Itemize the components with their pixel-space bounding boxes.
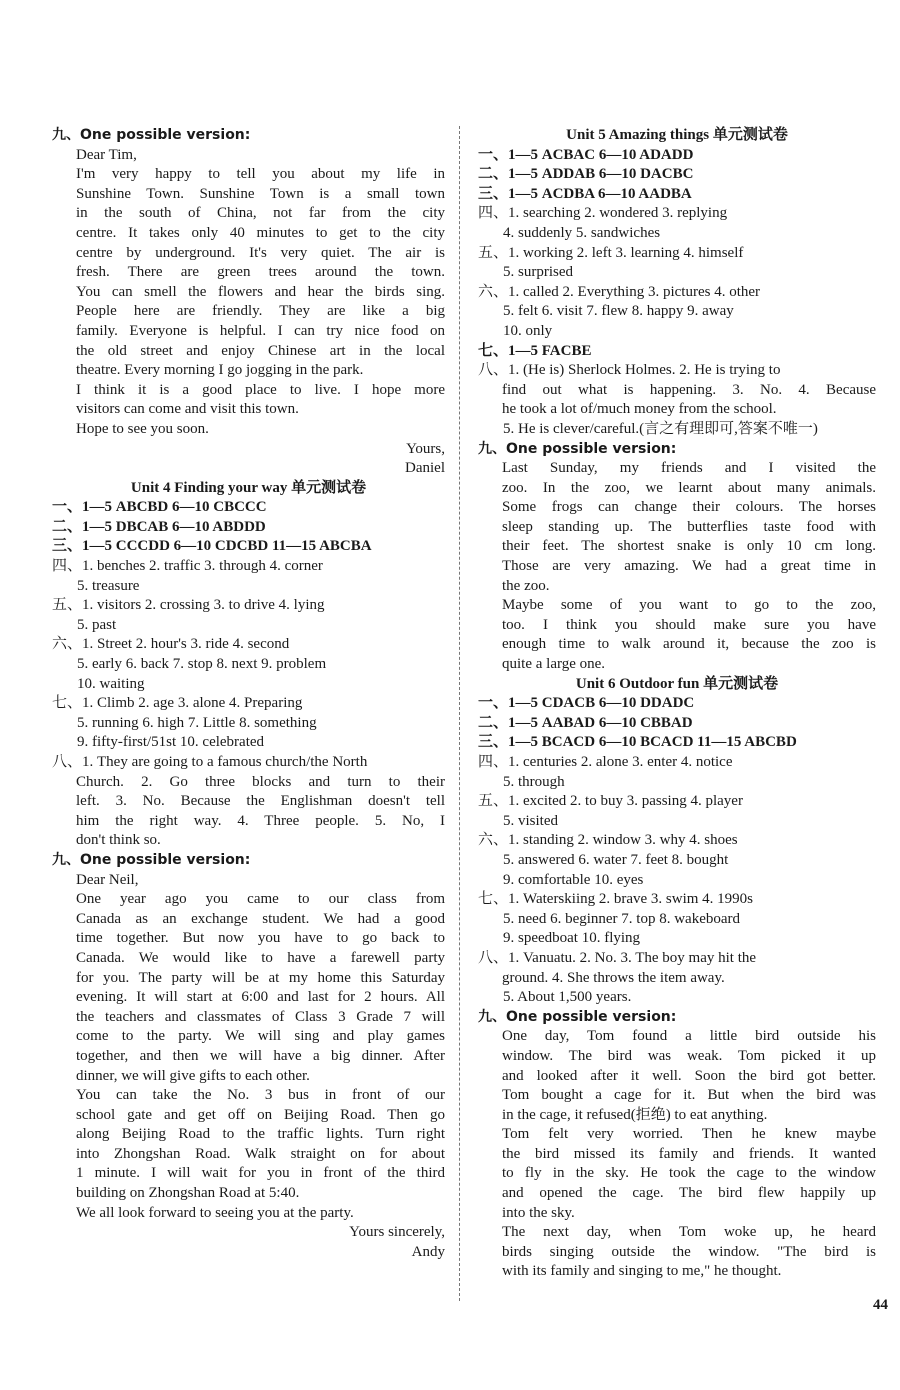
text-line: to fly in the sky. He took the cage to the window [502, 1165, 876, 1182]
text-line: Hope to see you soon. [76, 420, 209, 437]
text-line: window. The bird was weak. Tom picked it up [502, 1047, 876, 1064]
text-line: 五、1. working 2. left 3. learning 4. himself [478, 244, 744, 261]
unit-heading: Unit 6 Outdoor fun 单元测试卷 [575, 675, 779, 692]
text-line: One day, Tom found a little bird outside his [502, 1028, 876, 1045]
text-line: 5. answered 6. water 7. feet 8. bought [503, 851, 729, 868]
text-line: school gate and get off on Beijing Road. Then go [76, 1106, 445, 1123]
text-line: 一、1—5 ACBAC 6—10 ADADD [478, 146, 694, 163]
text-line: Tom felt very worried. Then he knew maybe [502, 1126, 876, 1143]
text-line: 五、1. visitors 2. crossing 3. to drive 4. lying [52, 597, 325, 614]
text-line: 七、1. Climb 2. age 3. alone 4. Preparing [52, 695, 303, 712]
text-line: 10. waiting [77, 675, 145, 692]
text-line: 八、1. (He is) Sherlock Holmes. 2. He is trying to [478, 362, 781, 379]
text-line: theatre. Every morning I go jogging in the park. [76, 362, 364, 379]
text-line: 5. past [77, 616, 117, 633]
text-line: 5. treasure [77, 577, 140, 594]
text-line: 5. About 1,500 years. [503, 989, 632, 1006]
text-line: dinner, we will give gifts to each other. [76, 1067, 310, 1084]
text-line: Canada as an exchange student. We had a good [76, 910, 445, 927]
text-line: he took a lot of/much money from the school. [502, 401, 777, 418]
text-line: the old street and enjoy Chinese art in the local [76, 342, 445, 359]
text-line: Sunshine Town. Sunshine Town is a small town [76, 185, 445, 202]
section-heading: 九、One possible version: [478, 1008, 677, 1025]
text-line: Maybe some of you want to go to the zoo, [502, 597, 876, 614]
text-line: Dear Tim, [76, 146, 137, 163]
text-line: together, and then we will have a big dinner. After [76, 1047, 445, 1064]
text-line: 5. need 6. beginner 7. top 8. wakeboard [503, 910, 741, 927]
text-line: 5. surprised [503, 264, 573, 281]
text-line: 六、1. called 2. Everything 3. pictures 4. other [478, 283, 761, 300]
text-line: People here are friendly. They are like a big [76, 303, 445, 320]
text-line: don't think so. [76, 832, 161, 849]
text-line: 5. felt 6. visit 7. flew 8. happy 9. away [503, 303, 734, 320]
left-column [52, 126, 445, 1262]
text-line: centre. It takes only 40 minutes to get to the city [76, 224, 445, 241]
text-line: 六、1. Street 2. hour's 3. ride 4. second [52, 636, 290, 653]
text-line: 5. early 6. back 7. stop 8. next 9. problem [77, 656, 327, 673]
text-line: 四、1. searching 2. wondered 3. replying [478, 205, 728, 222]
text-line: 5. visited [503, 812, 558, 829]
text-line: building on Zhongshan Road at 5:40. [76, 1185, 300, 1202]
text-line: Church. 2. Go three blocks and turn to their [76, 773, 445, 790]
unit-heading: Unit 5 Amazing things 单元测试卷 [566, 127, 788, 143]
text-line: We all look forward to seeing you at the party. [76, 1204, 354, 1221]
text-line: come to the party. We will sing and play games [76, 1028, 445, 1045]
text-line: left. 3. No. Because the Englishman doesn't tell [76, 793, 445, 810]
text-line: into the sky. [502, 1204, 575, 1221]
text-line: the zoo. [502, 577, 550, 594]
text-line: 七、1—5 FACBE [478, 342, 592, 359]
text-line: in the south of China, not far from the city [76, 205, 445, 222]
text-line: 三、1—5 BCACD 6—10 BCACD 11—15 ABCBD [478, 734, 797, 751]
text-line: You can take the No. 3 bus in front of our [76, 1087, 445, 1104]
text-line: Yours sincerely, [349, 1224, 445, 1241]
text-line: in the cage, it refused(拒绝) to eat anything. [502, 1106, 768, 1123]
text-line: zoo. In the zoo, we learnt about many animals. [502, 479, 876, 496]
text-line: ground. 4. She throws the item away. [502, 969, 725, 986]
text-line: Those are very amazing. We had a great time in [502, 558, 876, 575]
text-line: and opened the cage. The bird flew happily up [502, 1185, 876, 1202]
text-line: 五、1. excited 2. to buy 3. passing 4. player [478, 793, 743, 810]
text-line: along Beijing Road to the traffic lights. Turn right [76, 1126, 445, 1143]
text-line: with its family and singing to me," he thought. [502, 1263, 782, 1280]
text-line: quite a large one. [502, 656, 606, 673]
text-line: into Zhongshan Road. Walk straight on for about [76, 1145, 445, 1162]
text-line: fresh. There are green trees around the town. [76, 264, 445, 281]
text-line: 5. through [503, 773, 565, 790]
text-line: 4. suddenly 5. sandwiches [503, 224, 661, 241]
text-line: 一、1—5 ABCBD 6—10 CBCCC [52, 499, 267, 516]
text-line: enough time to walk around it, because the zoo is [502, 636, 876, 653]
text-line: family. Everyone is helpful. I can try nice food on [76, 322, 445, 339]
text-line: Canada. We would like to have a farewell party [76, 949, 445, 966]
text-line: 四、1. benches 2. traffic 3. through 4. corner [52, 558, 323, 575]
text-line: 一、1—5 CDACB 6—10 DDADC [478, 695, 695, 712]
text-line: and looked after it well. Soon the bird got better. [502, 1067, 876, 1084]
text-line: 9. comfortable 10. eyes [503, 871, 644, 888]
text-line: 1 minute. I will wait for you in front of the third [76, 1165, 445, 1182]
text-line: 四、1. centuries 2. alone 3. enter 4. notice [478, 754, 733, 770]
text-line: 二、1—5 ADDAB 6—10 DACBC [478, 166, 694, 183]
text-line: 七、1. Waterskiing 2. brave 3. swim 4. 1990s [478, 891, 754, 908]
section-heading: 九、One possible version: [52, 127, 251, 143]
unit-heading: Unit 4 Finding your way 单元测试卷 [130, 479, 367, 496]
text-line: centre by underground. It's very quiet. The air is [76, 244, 445, 261]
text-line: 八、1. They are going to a famous church/the North [52, 754, 368, 770]
text-line: Dear Neil, [76, 871, 139, 888]
right-column [478, 126, 876, 1282]
column-divider [459, 126, 460, 1301]
text-line: 三、1—5 ACDBA 6—10 AADBA [478, 185, 692, 202]
page-number: 44 [873, 1297, 888, 1313]
text-line: 二、1—5 AABAD 6—10 CBBAD [478, 714, 693, 731]
text-line: visitors can come and visit this town. [76, 401, 299, 418]
text-line: sleep standing up. The butterflies taste food with [502, 518, 876, 535]
text-line: You can smell the flowers and hear the birds sing. [76, 283, 445, 300]
text-line: 5. He is clever/careful.(言之有理即可,答案不唯一) [503, 420, 818, 437]
text-line: too. I think you should make sure you have [502, 616, 876, 633]
text-line: 八、1. Vanuatu. 2. No. 3. The boy may hit the [478, 949, 757, 966]
text-line: their feet. The shortest snake is only 10 cm long. [502, 538, 876, 555]
text-line: The next day, when Tom woke up, he heard [502, 1224, 876, 1241]
text-line: Last Sunday, my friends and I visited the [502, 460, 876, 477]
text-line: time together. But now you have to go back to [76, 930, 445, 947]
section-heading: 九、One possible version: [478, 440, 677, 457]
section-heading: 九、One possible version: [52, 851, 251, 868]
text-line: 六、1. standing 2. window 3. why 4. shoes [478, 832, 738, 849]
text-line: One year ago you came to our class from [76, 891, 445, 908]
text-line: him the right way. 4. Three people. 5. No, I [76, 812, 445, 829]
text-line: evening. It will start at 6:00 and last for 2 hours. All [76, 989, 445, 1006]
text-line: 5. running 6. high 7. Little 8. something [77, 714, 317, 731]
text-line: 9. fifty-first/51st 10. celebrated [77, 734, 265, 751]
text-line: 三、1—5 CCCDD 6—10 CDCBD 11—15 ABCBA [52, 538, 372, 555]
text-line: I'm very happy to tell you about my life in [76, 166, 445, 183]
text-line: 9. speedboat 10. flying [503, 930, 641, 947]
text-line: Yours, [406, 440, 445, 457]
text-line: the bird missed its family and friends. It wanted [502, 1145, 876, 1162]
text-line: 10. only [503, 322, 553, 339]
text-line: the teachers and classmates of Class 3 Grade 7 will [76, 1008, 445, 1025]
text-line: Tom bought a cage for it. But when the bird was [502, 1087, 876, 1104]
text-line: I think it is a good place to live. I hope more [76, 381, 445, 398]
text-line: find out what is happening. 3. No. 4. Because [502, 381, 876, 398]
text-line: 二、1—5 DBCAB 6—10 ABDDD [52, 518, 266, 535]
text-line: Andy [411, 1243, 445, 1260]
text-line: Daniel [405, 460, 445, 477]
text-line: for you. The party will be at my home this Saturday [76, 969, 445, 986]
text-line: birds singing outside the window. "The bird is [502, 1243, 876, 1260]
text-line: Some frogs can change their colours. The horses [502, 499, 876, 516]
